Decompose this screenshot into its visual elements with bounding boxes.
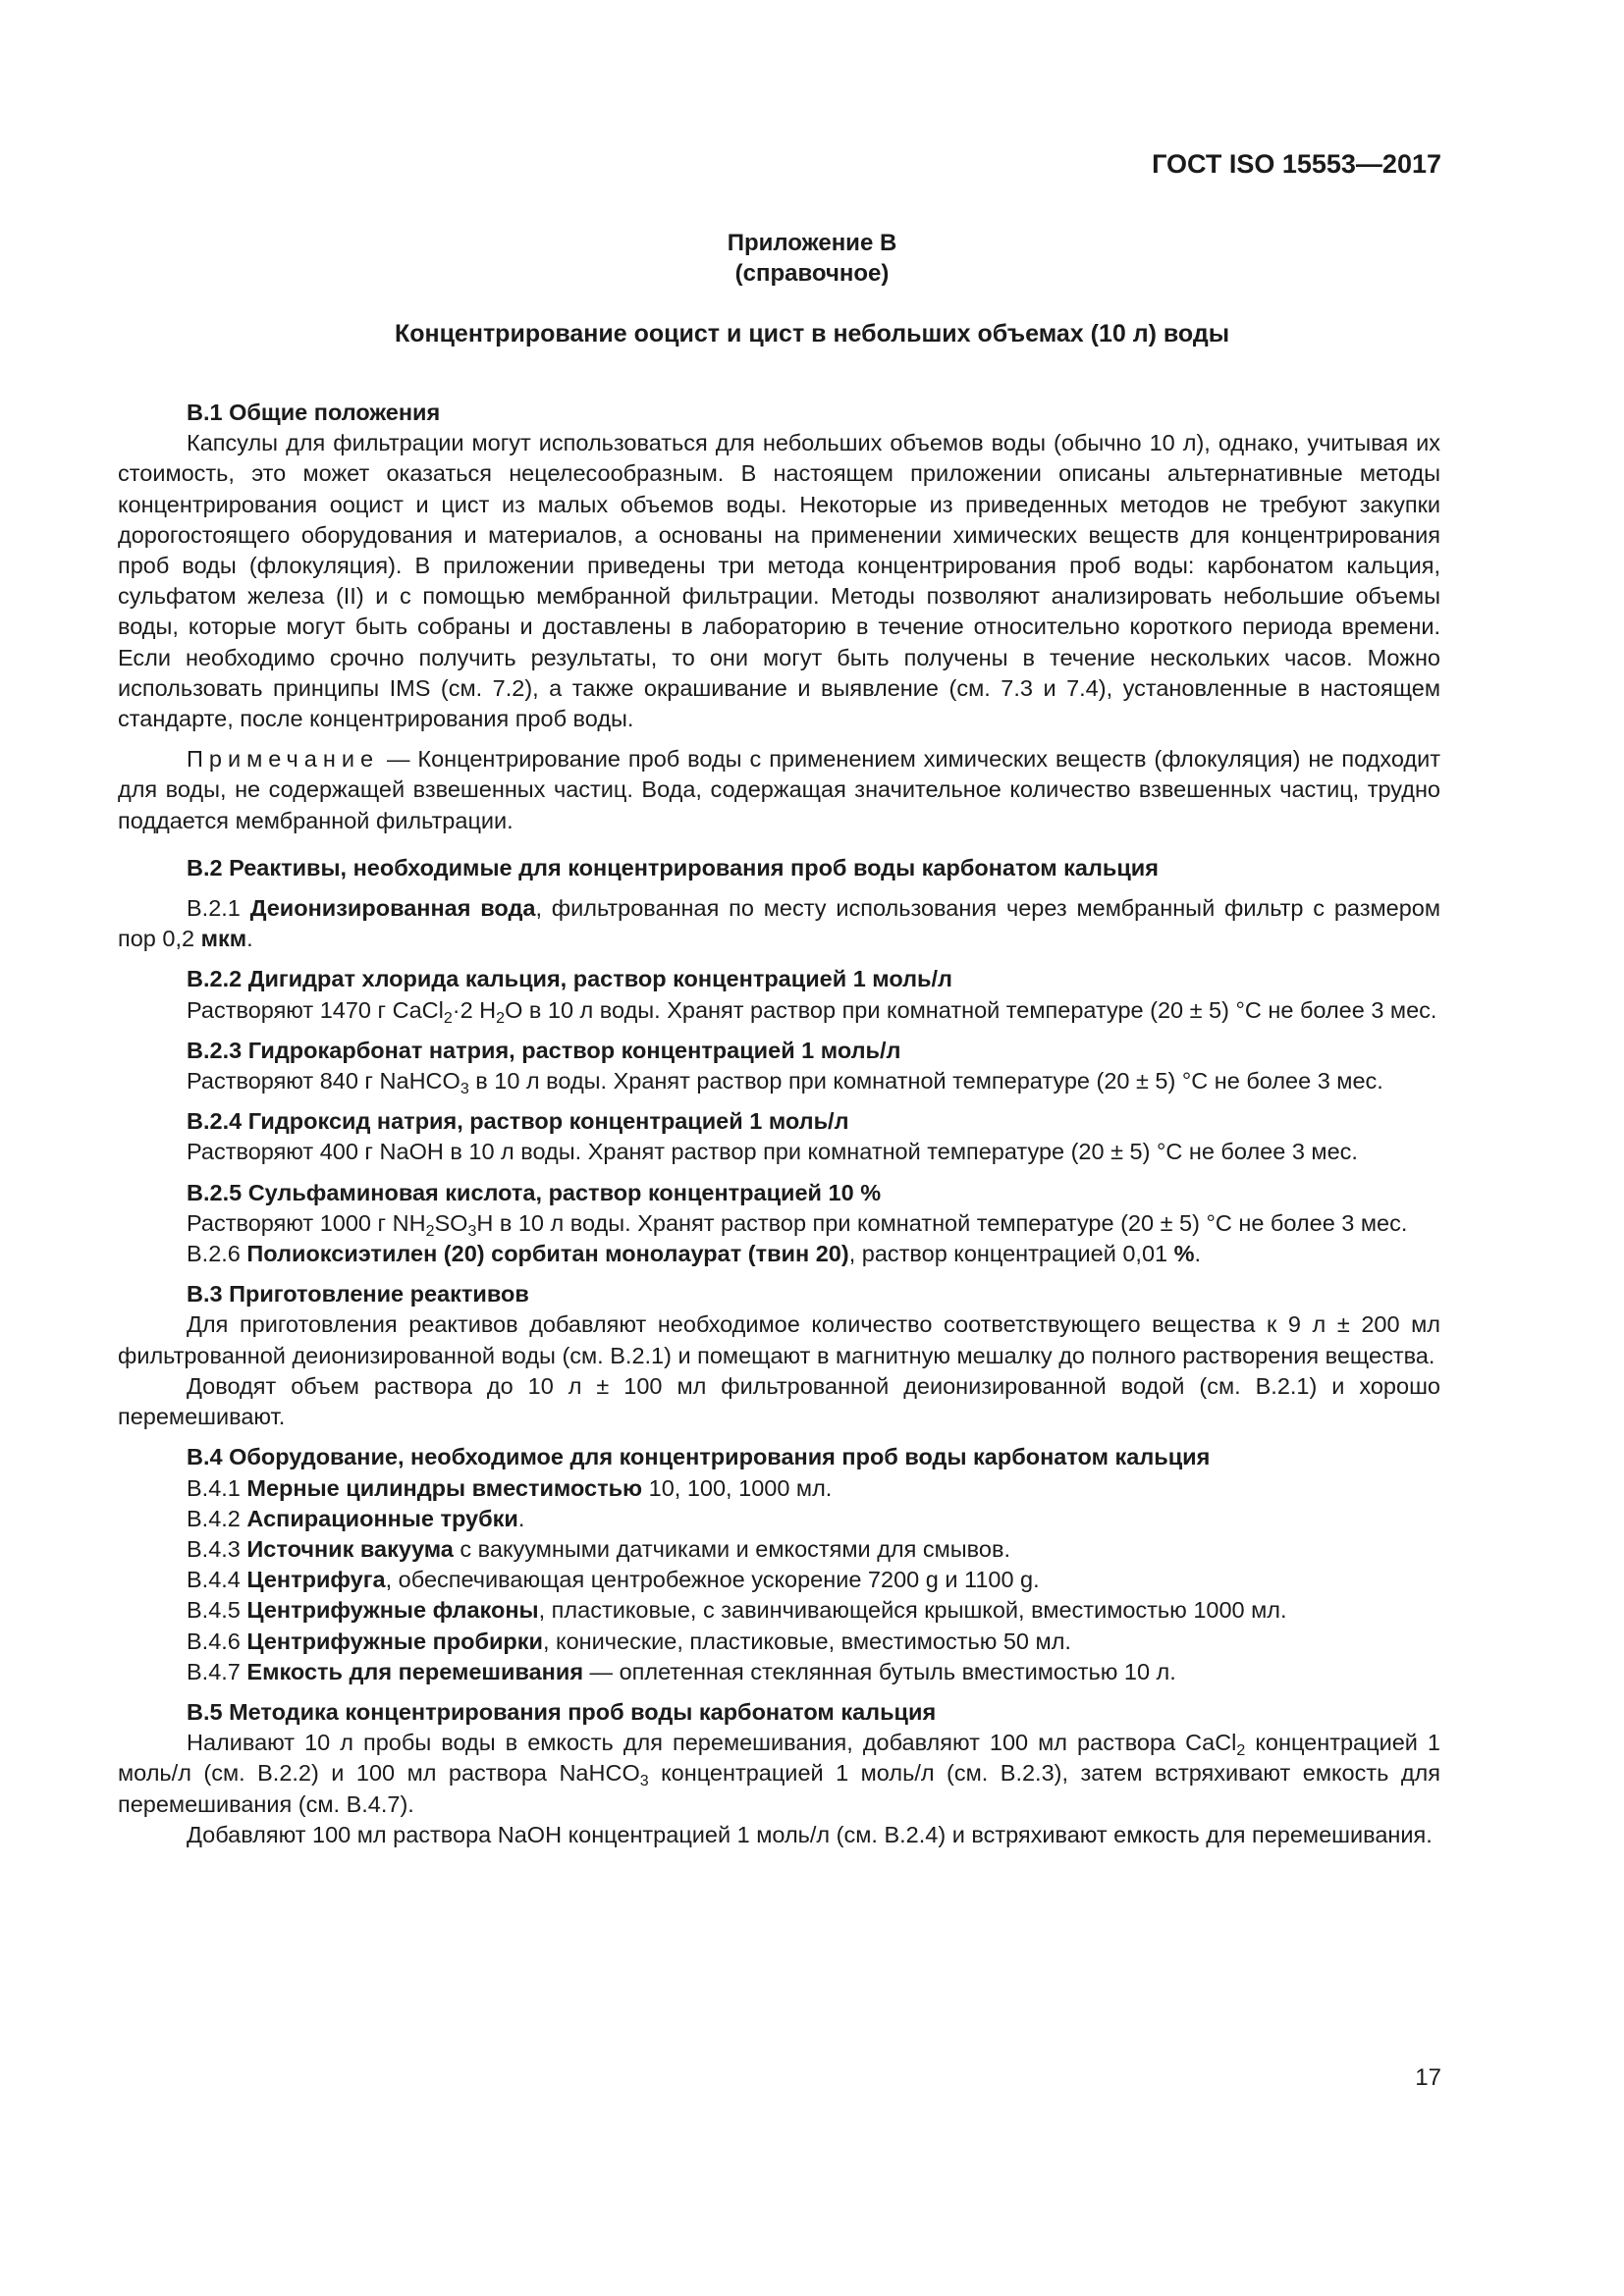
item-number: В.2.6	[187, 1241, 247, 1267]
item-text: , раствор концентрацией 0,01	[848, 1241, 1174, 1267]
subscript: 2	[425, 1222, 435, 1240]
list-item	[118, 1504, 1440, 1534]
paragraph-b3-2: Доводят объем раствора до 10 л ± 100 мл фильтрованной деионизированной водой (см. В.2.1) и хорошо перемешивают.	[118, 1372, 1440, 1430]
section-heading-b2: В.2 Реактивы, необходимые для концентрирования проб воды карбонатом кальция	[187, 854, 1159, 881]
list-item	[118, 1473, 1440, 1504]
section-heading-b1: В.1 Общие положения	[187, 400, 441, 425]
list-item	[118, 1595, 1440, 1626]
list-item	[118, 1627, 1440, 1657]
text-run: SO	[434, 1209, 468, 1236]
equipment-list	[118, 1473, 1440, 1687]
item-text: .	[517, 1505, 525, 1531]
item-heading-b2-5: В.2.5 Сульфаминовая кислота, раствор концентрацией 10 %	[187, 1179, 882, 1205]
item-heading-b2-3: В.2.3 Гидрокарбонат натрия, раствор концентрацией 1 моль/л	[187, 1037, 901, 1063]
item-text: , фильтрованная по месту использования через мембранный фильтр с размером пор 0,2	[118, 895, 1440, 952]
text-run: концентрацией 1 моль/л (см. В.2.2) и 100 мл раствора NaHCO	[118, 1730, 1440, 1787]
page-number: 17	[1415, 2064, 1441, 2091]
text-run: Растворяют 1000 г NH	[187, 1209, 426, 1236]
item-b2-5-text	[118, 1208, 1440, 1239]
subscript: 3	[460, 1081, 469, 1098]
text-run: концентрацией 1 моль/л (см. В.2.3), затем встряхивают емкость для перемешивания (см. В.4.7).	[118, 1760, 1440, 1817]
annex-label: Приложение В	[727, 230, 897, 256]
paragraph-b5-2: Добавляют 100 мл раствора NaOH концентрацией 1 моль/л (см. В.2.4) и встряхивают емкость для перемешивания.	[187, 1821, 1433, 1847]
text-run: O в 10 л воды. Хранят раствор при комнатной температуре (20 ± 5) °С не более 3 мес.	[505, 996, 1437, 1023]
item-text: , обеспечивающая центробежное ускорение 7200 g и 1100 g.	[385, 1567, 1040, 1593]
item-b2-6	[118, 1239, 1440, 1269]
item-term: Центрифуга	[246, 1567, 386, 1593]
item-heading-b2-4: В.2.4 Гидроксид натрия, раствор концентрацией 1 моль/л	[187, 1108, 849, 1135]
annex-header	[0, 228, 1624, 289]
item-term: Источник вакуума	[246, 1535, 454, 1562]
text-run: Наливают 10 л пробы воды в емкость для перемешивания, добавляют 100 мл раствора CaCl	[187, 1730, 1237, 1756]
item-end: .	[1194, 1241, 1202, 1267]
paragraph-b3-1: Для приготовления реактивов добавляют необходимое количество соответствующего вещества к 9 л ± 200 мл фильтрованной деионизированной воды (см. В.2.1) и помещают в магнитную мешалку до полного растворения вещества.	[118, 1311, 1440, 1368]
paragraph-b5-1	[118, 1728, 1440, 1820]
item-number: В.4.6	[187, 1628, 247, 1654]
item-heading-b2-2: В.2.2 Дигидрат хлорида кальция, раствор концентрацией 1 моль/л	[187, 966, 952, 992]
subscript: 3	[467, 1222, 477, 1240]
item-text: — оплетенная стеклянная бутыль вместимостью 10 л.	[583, 1658, 1176, 1684]
subscript: 2	[496, 1009, 506, 1027]
note-b1	[118, 744, 1440, 836]
item-number: В.4.2	[187, 1505, 247, 1531]
item-b2-2-text	[118, 995, 1440, 1026]
item-unit: %	[1173, 1241, 1195, 1267]
annex-status: (справочное)	[734, 260, 890, 287]
item-text: с вакуумными датчиками и емкостями для смывов.	[453, 1535, 1010, 1562]
subscript: 3	[639, 1773, 649, 1790]
section-heading-b3: В.3 Приготовление реактивов	[187, 1281, 529, 1308]
item-unit: мкм	[200, 926, 247, 952]
section-heading-b5: В.5 Методика концентрирования проб воды карбонатом кальция	[187, 1698, 937, 1725]
item-number: В.4.7	[187, 1658, 247, 1684]
subscript: 2	[443, 1009, 453, 1027]
annex-title: Концентрирование ооцист и цист в небольших объемах (10 л) воды	[394, 320, 1230, 347]
list-item	[118, 1534, 1440, 1565]
item-text: , пластиковые, с завинчивающейся крышкой, вместимостью 1000 мл.	[538, 1597, 1287, 1624]
item-number: В.4.1	[187, 1474, 247, 1501]
document-body	[118, 398, 1440, 1850]
item-term: Деионизированная вода	[249, 895, 536, 922]
standard-code: ГОСТ ISO 15553—2017	[1152, 149, 1441, 179]
item-b2-3-text	[118, 1066, 1440, 1096]
paragraph-b1: Капсулы для фильтрации могут использоваться для небольших объемов воды (обычно 10 л), однако, учитывая их стоимость, это может оказаться нецелесообразным. В настоящем приложении описаны альтернативные методы концентрирования ооцист и цист из малых объемов воды. Некоторые из приведенных методов не требуют закупки дорогостоящего оборудования и материалов, а основаны на применении химических веществ для концентрирования проб воды (флокуляция). В приложении приведены три метода концентрирования проб воды: карбонатом кальция, сульфатом железа (II) и с помощью мембранной фильтрации. Методы позволяют анализировать небольшие объемы воды, которые могут быть собраны и доставлены в лабораторию в течение относительно короткого периода времени. Если необходимо срочно получить результаты, то они могут быть получены в течение нескольких часов. Можно использовать принципы IMS (см. 7.2), а также окрашивание и выявление (см. 7.3 и 7.4), установленные в настоящем стандарте, после концентрирования проб воды.	[118, 430, 1440, 732]
text-run: Растворяют 1470 г CaCl	[187, 996, 444, 1023]
text-run: ·2 H	[452, 996, 497, 1023]
item-number: В.4.5	[187, 1597, 247, 1624]
item-term: Центрифужные пробирки	[246, 1628, 543, 1654]
item-b2-4-text: Растворяют 400 г NaOH в 10 л воды. Хранят раствор при комнатной температуре (20 ± 5) °С не более 3 мес.	[187, 1139, 1358, 1165]
note-text: — Концентрирование проб воды с применением химических веществ (флокуляция) не подходит для воды, не содержащей взвешенных частиц. Вода, содержащая значительное количество взвешенных частиц, трудно поддается мембранной фильтрации.	[118, 746, 1440, 833]
item-end: .	[246, 926, 253, 952]
list-item	[118, 1565, 1440, 1595]
text-run: Растворяют 840 г NaHCO	[187, 1068, 460, 1095]
text-run: H в 10 л воды. Хранят раствор при комнатной температуре (20 ± 5) °С не более 3 мес.	[476, 1209, 1408, 1236]
subscript: 2	[1236, 1742, 1246, 1760]
text-run: в 10 л воды. Хранят раствор при комнатной температуре (20 ± 5) °С не более 3 мес.	[468, 1068, 1383, 1095]
item-number: В.4.4	[187, 1567, 247, 1593]
item-term: Полиоксиэтилен (20) сорбитан монолаурат (твин 20)	[246, 1241, 849, 1267]
item-number: В.2.1	[187, 895, 250, 922]
section-heading-b4: В.4 Оборудование, необходимое для концентрирования проб воды карбонатом кальция	[187, 1444, 1211, 1470]
item-b2-1	[118, 893, 1440, 954]
item-term: Аспирационные трубки	[246, 1505, 518, 1531]
item-term: Емкость для перемешивания	[246, 1658, 584, 1684]
item-text: 10, 100, 1000 мл.	[642, 1474, 833, 1501]
item-term: Центрифужные флаконы	[246, 1597, 539, 1624]
list-item	[118, 1657, 1440, 1687]
note-label: Примечание	[187, 746, 380, 773]
item-text: , конические, пластиковые, вместимостью 50 мл.	[543, 1628, 1071, 1654]
item-number: В.4.3	[187, 1535, 247, 1562]
item-term: Мерные цилиндры вместимостью	[246, 1474, 643, 1501]
